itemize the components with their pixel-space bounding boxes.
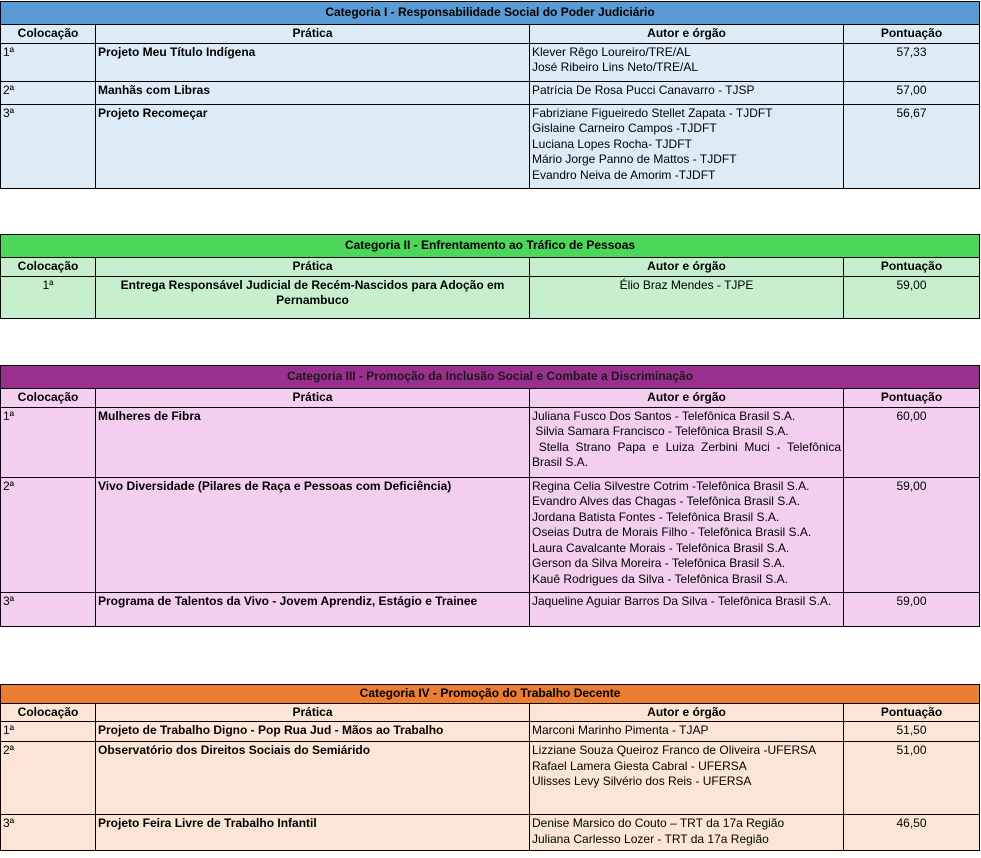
placement-cell: 3ª <box>1 815 96 851</box>
score-cell: 57,33 <box>844 43 980 81</box>
author-line: Luciana Lopes Rocha- TJDFT <box>532 136 692 151</box>
author-line: Marconi Marinho Pimenta - TJAP <box>532 723 709 737</box>
practice-cell: Observatório dos Direitos Sociais do Semiárido <box>96 742 530 815</box>
practice-cell: Projeto Meu Título Indígena <box>96 43 530 81</box>
header-colocacao: Colocação <box>1 389 96 408</box>
author-line: Gislaine Carneiro Campos -TJDFT <box>532 121 717 135</box>
header-colocacao: Colocação <box>1 25 96 44</box>
author-line: Stella Strano Papa e Luiza Zerbini Muci - Telefônica Brasil S.A. <box>532 439 845 469</box>
practice-cell: Projeto Recomeçar <box>96 104 530 188</box>
author-line: Denise Marsico do Couto – TRT da 17a Região <box>532 816 785 830</box>
score-cell: 51,00 <box>844 742 980 815</box>
author-line: Regina Celia Silvestre Cotrim -Telefônica Brasil S.A. <box>532 478 810 493</box>
header-pratica: Prática <box>96 25 530 44</box>
authors-cell <box>530 477 844 592</box>
header-pontuacao: Pontuação <box>844 258 980 277</box>
practice-cell: Projeto Feira Livre de Trabalho Infantil <box>96 815 530 851</box>
category-4-block <box>0 684 979 851</box>
authors-cell <box>530 104 844 188</box>
header-autor: Autor e órgão <box>530 25 844 44</box>
author-line: Gerson da Silva Moreira - Telefônica Brasil S.A. <box>532 556 786 570</box>
header-pratica: Prática <box>96 389 530 408</box>
authors-cell <box>530 276 844 318</box>
placement-cell: 2ª <box>1 477 96 592</box>
score-cell: 56,67 <box>844 104 980 188</box>
author-line: Mário Jorge Panno de Mattos - TJDFT <box>532 152 737 166</box>
category-1-table <box>0 1 980 189</box>
category-4-table <box>0 684 980 851</box>
practice-cell: Programa de Talentos da Vivo - Jovem Aprendiz, Estágio e Trainee <box>96 592 530 626</box>
category-title: Categoria I - Responsabilidade Social do Poder Judiciário <box>1 2 980 25</box>
header-pratica: Prática <box>96 703 530 722</box>
authors-cell <box>530 43 844 81</box>
placement-cell: 1ª <box>1 407 96 477</box>
table-row <box>1 742 980 815</box>
category-3-block <box>0 365 979 627</box>
category-1-block <box>0 1 979 189</box>
authors-cell <box>530 722 844 742</box>
category-title: Categoria II - Enfrentamento ao Tráfico de Pessoas <box>1 235 980 258</box>
authors-cell <box>530 592 844 626</box>
placement-cell: 3ª <box>1 592 96 626</box>
score-cell: 60,00 <box>844 407 980 477</box>
practice-cell: Projeto de Trabalho Digno - Pop Rua Jud - Mãos ao Trabalho <box>96 722 530 742</box>
author-line: Silvia Samara Francisco - Telefônica Brasil S.A. <box>532 424 789 438</box>
placement-cell: 1ª <box>1 43 96 81</box>
placement-cell: 1ª <box>1 276 96 318</box>
category-3-table <box>0 365 980 627</box>
score-cell: 57,00 <box>844 81 980 104</box>
placement-cell: 2ª <box>1 81 96 104</box>
author-line: Fabriziane Figueiredo Stellet Zapata - TJDFT <box>532 105 773 120</box>
header-pontuacao: Pontuação <box>844 25 980 44</box>
placement-cell: 1ª <box>1 722 96 742</box>
practice-cell: Entrega Responsável Judicial de Recém-Nascidos para Adoção em Pernambuco <box>96 276 530 318</box>
score-cell: 59,00 <box>844 477 980 592</box>
category-title: Categoria III - Promoção da Inclusão Social e Combate a Discriminação <box>1 366 980 389</box>
practice-cell: Vivo Diversidade (Pilares de Raça e Pessoas com Deficiência) <box>96 477 530 592</box>
table-row <box>1 592 980 626</box>
author-line: Lizziane Souza Queiroz Franco de Oliveira -UFERSA <box>532 743 817 757</box>
header-autor: Autor e órgão <box>530 258 844 277</box>
author-line: Juliana Fusco Dos Santos - Telefônica Brasil S.A. <box>532 408 796 423</box>
header-colocacao: Colocação <box>1 703 96 722</box>
authors-cell <box>530 407 844 477</box>
score-cell: 51,50 <box>844 722 980 742</box>
practice-cell: Mulheres de Fibra <box>96 407 530 477</box>
author-line: Élio Braz Mendes - TJPE <box>619 277 754 292</box>
table-row <box>1 81 980 104</box>
header-autor: Autor e órgão <box>530 703 844 722</box>
authors-cell <box>530 742 844 815</box>
author-line: Patrícia De Rosa Pucci Canavarro - TJSP <box>532 82 755 97</box>
table-row <box>1 722 980 742</box>
authors-cell <box>530 81 844 104</box>
category-2-table <box>0 234 980 319</box>
table-row <box>1 104 980 188</box>
author-line: Oseias Dutra de Morais Filho - Telefônica Brasil S.A. <box>532 525 812 539</box>
category-2-block <box>0 234 979 319</box>
table-row <box>1 477 980 592</box>
author-line: Klever Rêgo Loureiro/TRE/AL <box>532 44 691 59</box>
author-line: Laura Cavalcante Morais - Telefônica Brasil S.A. <box>532 540 790 555</box>
practice-cell: Manhãs com Libras <box>96 81 530 104</box>
category-title: Categoria IV - Promoção do Trabalho Decente <box>1 685 980 704</box>
author-line: Evandro Alves das Chagas - Telefônica Brasil S.A. <box>532 494 800 508</box>
author-line: Rafael Lamera Giesta Cabral - UFERSA <box>532 758 747 773</box>
author-line: Ulisses Levy Silvério dos Reis - UFERSA <box>532 774 752 788</box>
header-autor: Autor e órgão <box>530 389 844 408</box>
author-line: Evandro Neiva de Amorim -TJDFT <box>532 167 716 182</box>
score-cell: 59,00 <box>844 592 980 626</box>
header-pratica: Prática <box>96 258 530 277</box>
header-colocacao: Colocação <box>1 258 96 277</box>
table-row <box>1 276 980 318</box>
author-line: Kauê Rodrigues da Silva - Telefônica Brasil S.A. <box>532 571 788 586</box>
placement-cell: 2ª <box>1 742 96 815</box>
author-line: Juliana Carlesso Lozer - TRT da 17a Região <box>532 831 769 846</box>
author-line: Jaqueline Aguiar Barros Da Silva - Telefônica Brasil S.A. <box>532 593 832 608</box>
score-cell: 59,00 <box>844 276 980 318</box>
placement-cell: 3ª <box>1 104 96 188</box>
score-cell: 46,50 <box>844 815 980 851</box>
table-row <box>1 815 980 851</box>
table-row <box>1 407 980 477</box>
header-pontuacao: Pontuação <box>844 389 980 408</box>
header-pontuacao: Pontuação <box>844 703 980 722</box>
table-row <box>1 43 980 81</box>
author-line: José Ribeiro Lins Neto/TRE/AL <box>532 60 699 74</box>
authors-cell <box>530 815 844 851</box>
author-line: Jordana Batista Fontes - Telefônica Brasil S.A. <box>532 509 780 524</box>
